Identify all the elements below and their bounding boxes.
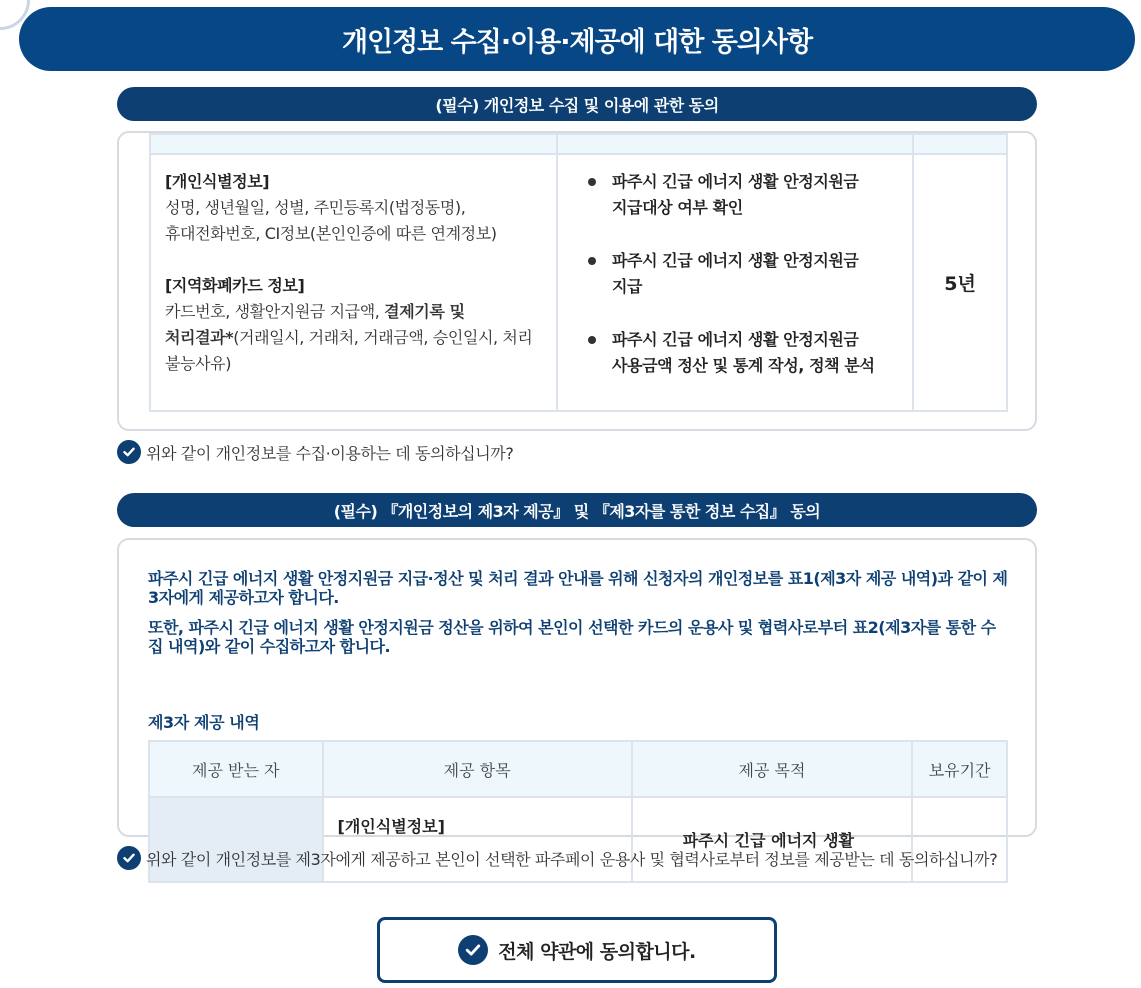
bullet-icon (588, 336, 596, 344)
items-text: 카드번호, 생활안지원금 지급액, 결제기록 및 (165, 302, 465, 321)
items-text: 불능사유) (165, 354, 232, 373)
section1-header: (필수) 개인정보 수집 및 이용에 관한 동의 (117, 87, 1037, 121)
page-title: 개인정보 수집·이용·제공에 대한 동의사항 (19, 7, 1135, 71)
column-header: 제공 목적 (632, 741, 913, 797)
column-header: 보유기간 (912, 741, 1007, 797)
purpose-list (586, 169, 898, 379)
agree-all-button[interactable] (377, 917, 777, 983)
table-header-row (149, 741, 1007, 797)
purpose-item: 파주시 긴급 에너지 생활 안정지원금 지급 (586, 248, 898, 300)
third-party-table-title: 제3자 제공 내역 (148, 713, 260, 732)
notice-text: 또한, 파주시 긴급 에너지 생활 안정지원금 정산을 위하여 본인이 선택한 카드의 운용사 및 협력사로부터 표2(제3자를 통한 수집 내역)와 같이 수집하고자 합니다. (148, 618, 996, 656)
table-row (150, 154, 1007, 411)
bullet-icon (588, 178, 596, 186)
retention-period: 5년 (913, 154, 1007, 411)
provided-items-cell: [개인식별정보] (323, 797, 632, 882)
check-icon (458, 935, 488, 965)
section1-agree-checkbox[interactable] (117, 440, 513, 464)
column-header: 제공 받는 자 (149, 741, 323, 797)
provided-purpose-cell: 파주시 긴급 에너지 생활 (632, 797, 913, 882)
agree-all-label: 전체 약관에 동의합니다. (498, 940, 696, 963)
section2-agree-checkbox[interactable] (117, 846, 997, 870)
agree-label: 위와 같이 개인정보를 제3자에게 제공하고 본인이 선택한 파주페이 운용사 및 협력사로부터 정보를 제공받는 데 동의하십니까? (146, 849, 998, 869)
purpose-cell (557, 154, 913, 411)
section1-scroll-box[interactable] (117, 131, 1037, 431)
bullet-icon (588, 257, 596, 265)
check-icon[interactable] (117, 440, 141, 464)
items-heading-personal: [개인식별정보] (165, 172, 270, 191)
collected-items-cell (150, 154, 557, 411)
column-header: 제공 항목 (323, 741, 632, 797)
items-text: 처리결과*(거래일시, 거래처, 거래금액, 승인일시, 처리 (165, 328, 533, 347)
items-text: 성명, 생년월일, 성별, 주민등록지(법정동명), (165, 198, 466, 217)
items-heading-card: [지역화폐카드 정보] (165, 276, 305, 295)
section2-scroll-box[interactable] (117, 538, 1037, 850)
items-text: 휴대전화번호, CI정보(본인인증에 따른 연계정보) (165, 224, 497, 243)
agree-label: 위와 같이 개인정보를 수집·이용하는 데 동의하십니까? (146, 443, 514, 463)
table-header-stub (150, 134, 1007, 154)
purpose-item: 파주시 긴급 에너지 생활 안정지원금 지급대상 여부 확인 (586, 169, 898, 221)
purpose-item: 파주시 긴급 에너지 생활 안정지원금 사용금액 정산 및 통계 작성, 정책 분석 (586, 327, 898, 379)
collection-table (149, 133, 1008, 412)
section2-header: (필수) 『개인정보의 제3자 제공』 및 『제3자를 통한 정보 수집』 동의 (117, 493, 1037, 527)
notice-text: 파주시 긴급 에너지 생활 안정지원금 지급·정산 및 처리 결과 안내를 위해 신청자의 개인정보를 표1(제3자 제공 내역)과 같이 제3자에게 제공하고자 합니다. (148, 569, 1008, 607)
check-icon[interactable] (117, 846, 141, 870)
